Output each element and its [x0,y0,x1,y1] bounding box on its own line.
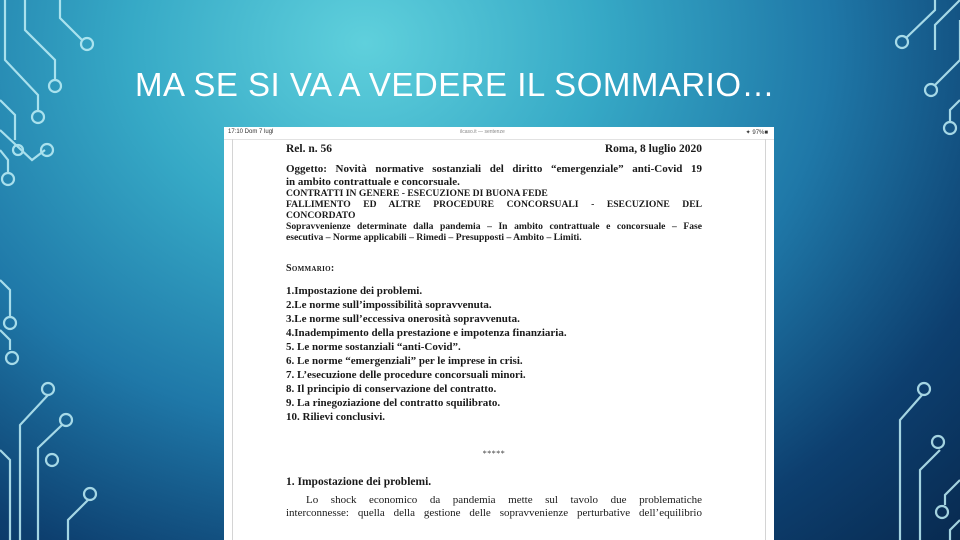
rel-number: Rel. n. 56 [286,143,332,155]
classification-block [286,188,702,221]
document-date: Roma, 8 luglio 2020 [604,143,702,155]
document-screenshot [224,127,774,540]
keyword-line: Sopravvenienze determinate dalla pandemia – In ambito contrattuale e concorsuale – Fase [286,221,702,232]
page-edge-right [765,139,766,540]
keywords-block [286,221,702,243]
sommario-item: 7. L’esecuzione delle procedure concorsuali minori. [286,369,526,381]
status-battery: ✦ 97%■ [745,130,768,136]
sommario-item: 9. La rinegoziazione del contratto squilibrato. [286,397,501,409]
body-line: Lo shock economico da pandemia mette sul tavolo due problematiche [306,494,702,506]
oggetto-line: Oggetto: Novità normative sostanziali del diritto “emergenziale” anti-Covid 19 [286,163,702,175]
oggetto-line: in ambito contrattuale e concorsuale. [286,175,460,188]
section-heading: 1. Impostazione dei problemi. [286,476,432,488]
sommario-title: Sommario: [286,263,335,274]
sommario-item: 2.Le norme sull’impossibilità sopravvenuta. [286,299,492,311]
document-header [286,143,702,163]
status-bar [224,127,774,140]
sommario-list [286,284,702,424]
oggetto-block [286,163,702,188]
page-edge-left [232,139,233,540]
status-time: 17:10 Dom 7 lugl [228,129,274,135]
sommario-item: 3.Le norme sull’eccessiva onerosità sopravvenuta. [286,313,520,325]
section-separator: ***** [482,449,506,458]
sommario-item: 4.Inadempimento della prestazione e impotenza finanziaria. [286,327,567,339]
classification-line: FALLIMENTO ED ALTRE PROCEDURE CONCORSUALI - ESECUZIONE DEL [286,199,702,210]
keyword-line: esecutiva – Norme applicabili – Rimedi – Presupposti – Ambito – Limiti. [286,232,582,243]
sommario-item: 5. Le norme sostanziali “anti-Covid”. [286,341,461,353]
classification-line: CONCORDATO [286,210,356,221]
sommario-item: 6. Le norme “emergenziali” per le imprese in crisi. [286,355,523,367]
body-paragraph [286,494,702,520]
sommario-item: 8. Il principio di conservazione del contratto. [286,383,497,395]
body-line: interconnesse: quella della gestione delle sopravvenienze perturbative dell’equilibrio [286,507,702,519]
sommario-item: 10. Rilievi conclusivi. [286,411,385,423]
status-url: ilcaso.it — sentenze [460,129,505,135]
sommario-item: 1.Impostazione dei problemi. [286,285,423,297]
document-page [286,143,702,520]
classification-line: CONTRATTI IN GENERE - ESECUZIONE DI BUONA FEDE [286,188,548,199]
slide-title: MA SE SI VA A VEDERE IL SOMMARIO… [135,66,776,103]
